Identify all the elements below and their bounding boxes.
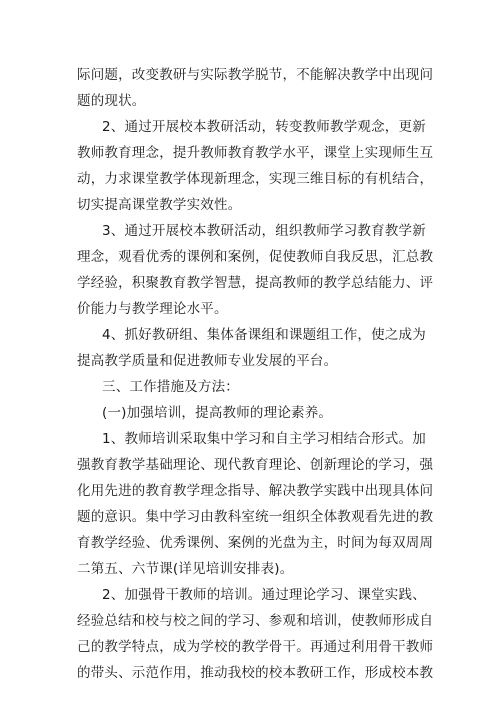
text-line: 的带头、示范作用，推动我校的校本教研工作，形成校本教 [77, 665, 434, 681]
text-line: 4、抓好教研组、集体备课组和课题组工作，使之成为 [102, 327, 426, 343]
text-line: 2、加强骨干教师的培训。通过理论学习、课堂实践、 [102, 587, 426, 603]
text-line: 价能力与教学理论水平。 [77, 301, 228, 317]
text-line: 提高教学质量和促进教师专业发展的平台。 [77, 353, 338, 369]
text-line: 际问题，改变教研与实际教学脱节，不能解决教学中出现问 [77, 67, 434, 83]
text-line: 动，力求课堂教学体现新理念，实现三维目标的有机结合， [77, 171, 434, 187]
text-line: 3、通过开展校本教研活动，组织教师学习教育教学新 [102, 223, 426, 239]
text-line: 题的现状。 [77, 93, 146, 109]
subsection-heading: (一)加强培训，提高教师的理论素养。 [102, 405, 333, 421]
text-line: 强教育教学基础理论、现代教育理论、创新理论的学习，强 [77, 457, 434, 473]
text-line: 己的教学特点，成为学校的教学骨干。再通过利用骨干教师 [77, 639, 434, 655]
text-line: 2、通过开展校本教研活动，转变教师教学观念，更新 [102, 119, 426, 135]
text-line: 教师教育理念，提升教师教育教学水平，课堂上实现师生互 [77, 145, 434, 161]
text-line: 切实提高课堂教学实效性。 [77, 197, 242, 213]
text-line: 1、教师培训采取集中学习和自主学习相结合形式。加 [102, 431, 426, 447]
text-line: 经验总结和校与校之间的学习、参观和培训，使教师形成自 [77, 613, 434, 629]
text-line: 育教学经验、优秀课例、案例的光盘为主，时间为每双周周 [77, 535, 434, 551]
text-line: 理念，观看优秀的课例和案例，促使教师自我反思，汇总教 [77, 249, 434, 265]
text-line: 学经验，积聚教育教学智慧，提高教师的教学总结能力、评 [77, 275, 434, 291]
text-line: 化用先进的教育教学理念指导、解决教学实践中出现具体问 [77, 483, 434, 499]
text-line: 题的意识。集中学习由教科室统一组织全体教观看先进的教 [77, 509, 434, 525]
section-heading: 三、工作措施及方法： [102, 379, 239, 395]
text-line: 二第五、六节课(详见培训安排表)。 [77, 561, 294, 577]
